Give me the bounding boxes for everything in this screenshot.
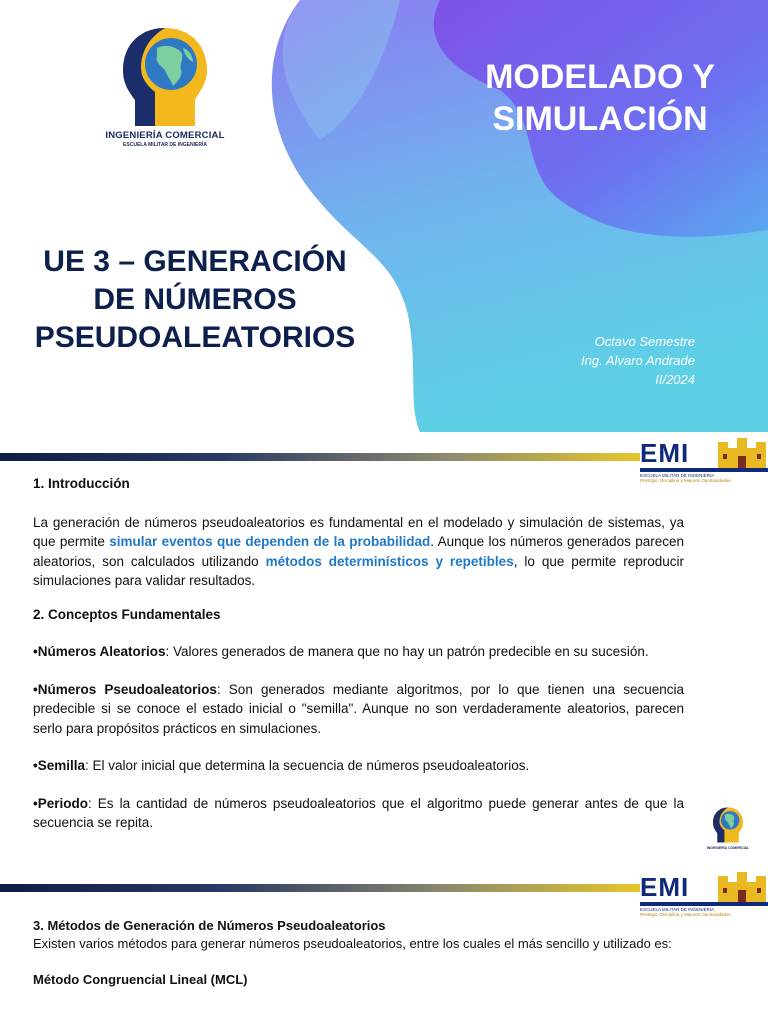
emi-bar [640,468,768,472]
page3-content [33,917,684,989]
method-title: Método Congruencial Lineal (MCL) [33,972,248,987]
emi-motto: ESCUELA MILITAR DE INGENIERIA [640,473,715,478]
period-text: II/2024 [655,372,695,387]
concept-item [33,642,684,662]
unit-title-line3: PSEUDOALEATORIOS [34,321,356,354]
small-logo-caption: INGENIERÍA COMERCIAL [706,846,750,850]
semester-text: Octavo Semestre [594,334,695,349]
castle-icon [716,872,768,902]
logo-subcaption: ESCUELA MILITAR DE INGENIERÍA [123,142,207,148]
section3-title: 3. Métodos de Generación de Números Pseudoaleatorios [33,918,386,933]
emi-bar [640,902,768,906]
section2-title: 2. Conceptos Fundamentales [33,606,221,622]
small-ingenieria-logo [703,804,753,852]
concept-desc: : Es la cantidad de números pseudoaleatorios que el algoritmo puede generar antes de que la secuencia se repita. [33,795,684,830]
concept-desc: : Valores generados de manera que no hay un patrón predecible en su sucesión. [165,644,649,659]
course-meta [520,332,695,389]
course-title-line1: MODELADO Y [485,58,715,96]
emi-motto2: Prestigio, Disciplina y Mejores Oportunidades [640,478,731,483]
globe-head-icon [95,22,235,132]
emi-letters: EMI [640,438,690,468]
page2-content [33,474,684,833]
unit-title [20,243,370,357]
concept-term: •Números Pseudoaleatorios [33,681,217,697]
concept-term: •Periodo [33,795,88,811]
emi-logo-2 [640,872,768,916]
section3-text: Existen varios métodos para generar números pseudoaleatorios, entre los cuales el más sencillo y utilizado es: [33,936,672,951]
concept-term: •Números Aleatorios [33,644,166,659]
unit-title-line1: UE 3 – GENERACIÓN [43,245,347,278]
ingenieria-comercial-logo [95,22,235,152]
header-band-2 [0,884,640,892]
emi-motto: ESCUELA MILITAR DE INGENIERIA [640,907,715,912]
course-title-line2: SIMULACIÓN [492,100,708,138]
concept-term: •Semilla [33,758,86,773]
concept-item [33,794,684,833]
concept-desc: : El valor inicial que determina la secuencia de números pseudoaleatorios. [85,758,530,773]
unit-title-line2: DE NÚMEROS [93,283,297,316]
course-title [430,56,768,140]
cover-slide [0,0,768,432]
logo-caption: INGENIERÍA COMERCIAL [105,130,225,141]
section1-title: 1. Introducción [33,476,130,491]
concept-item [33,756,684,776]
header-band [0,453,640,461]
concept-item [33,680,684,739]
small-globe-head-icon [703,804,753,846]
intro-highlight-1: simular eventos que dependen de la probabilidad [109,534,431,549]
concept-desc: : Son generados mediante algoritmos, por lo que tienen una secuencia predecible si se conoce el estado inicial o "semilla". Aunque no son verdaderamente aleatorios, parecen serlo para propósitos prácticos en simulaciones. [33,681,685,736]
intro-text-a: La generación de números pseudoaleatorios es fundamental en el modelado y simulación de sistemas, ya que permite [33,514,684,549]
intro-paragraph [33,513,684,591]
intro-text-b: . Aunque los números generados parecen aleatorios, son calculados utilizando [33,534,684,569]
intro-text-c: , lo que permite reproducir simulaciones para validar resultados. [33,553,684,588]
emi-letters: EMI [640,872,690,902]
emi-motto2: Prestigio, Disciplina y Mejores Oportunidades [640,912,731,917]
intro-highlight-2: métodos determinísticos y repetibles [265,553,514,569]
instructor-text: Ing. Alvaro Andrade [581,353,695,368]
castle-icon [716,438,768,468]
